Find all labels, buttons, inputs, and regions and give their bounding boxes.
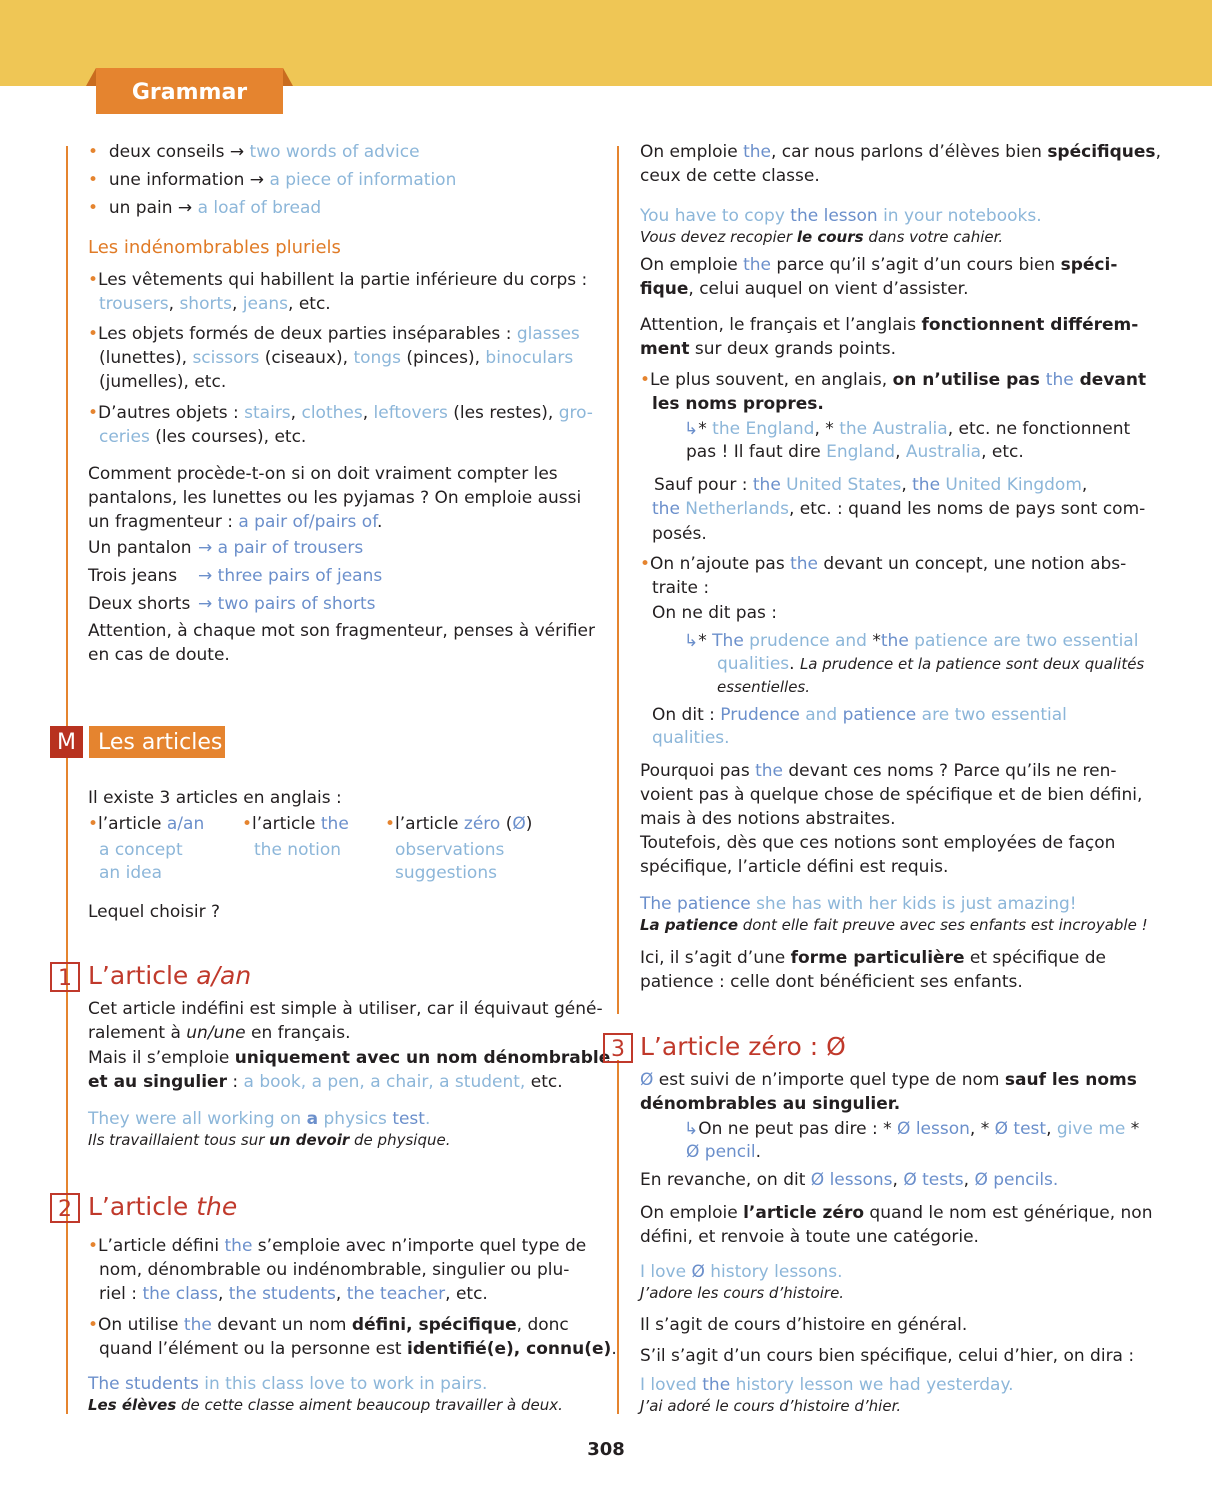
article-option: •l’article the <box>242 814 349 834</box>
article-example: the notion <box>254 840 342 860</box>
paragraph: On dit : Prudence and patience are two essential <box>652 705 1067 725</box>
page-number: 308 <box>587 1439 625 1460</box>
paragraph: Mais il s’emploie uniquement avec un nom dénombrable <box>88 1048 611 1068</box>
paragraph: Il existe 3 articles en anglais : <box>88 788 342 808</box>
section-title: L’article zéro : Ø <box>640 1032 846 1061</box>
paragraph: et au singulier : a book, a pen, a chair, a student, etc. <box>88 1072 563 1092</box>
section-title: L’article the <box>88 1192 238 1221</box>
paragraph: the Netherlands, etc. : quand les noms de pays sont com- <box>652 499 1146 519</box>
translation: J’adore les cours d’histoire. <box>640 1284 845 1302</box>
article-option: •l’article a/an <box>88 814 205 834</box>
example-sentence: The patience she has with her kids is just amazing! <box>640 894 1077 914</box>
right-margin-rule <box>617 146 619 1014</box>
tab-fold-left <box>86 68 96 86</box>
paragraph: posés. <box>652 524 707 544</box>
translation: Vous devez recopier le cours dans votre cahier. <box>640 228 1004 246</box>
paragraph: Ici, il s’agit d’une forme particulière et spécifique de <box>640 948 1106 968</box>
translation: Ils travaillaient tous sur un devoir de physique. <box>88 1131 451 1149</box>
paragraph: Comment procède-t-on si on doit vraiment compter les <box>88 464 558 484</box>
paragraph: fique, celui auquel on vient d’assister. <box>640 279 969 299</box>
example-sentence: They were all working on a physics test. <box>88 1109 431 1129</box>
list-item: •Les objets formés de deux parties inséparables : glasses <box>88 324 580 344</box>
paragraph: Il s’agit de cours d’histoire en général. <box>640 1315 968 1335</box>
example-sentence: You have to copy the lesson in your notebooks. <box>640 206 1042 226</box>
paragraph: Sauf pour : the United States, the United Kingdom, <box>654 475 1088 495</box>
article-option: •l’article zéro (Ø) <box>385 814 533 834</box>
paragraph: S’il s’agit d’un cours bien spécifique, celui d’hier, on dira : <box>640 1346 1135 1366</box>
return-arrow-icon: ↳ <box>684 1119 699 1139</box>
list-item: •Le plus souvent, en anglais, on n’utilise pas the devant <box>640 370 1147 390</box>
section-number: 1 <box>50 962 80 992</box>
section-number: 3 <box>603 1033 633 1063</box>
section-title: L’article a/an <box>88 961 252 990</box>
list-item: •D’autres objets : stairs, clothes, leftovers (les restes), gro- <box>88 403 593 423</box>
list-item-cont: (lunettes), scissors (ciseaux), tongs (pinces), binoculars <box>99 348 574 368</box>
paragraph: Ø est suivi de n’importe quel type de nom sauf les noms <box>640 1070 1137 1090</box>
paragraph: un fragmenteur : a pair of/pairs of. <box>88 512 383 532</box>
paragraph: dénombrables au singulier. <box>640 1094 901 1114</box>
paragraph: pantalons, les lunettes ou les pyjamas ? On emploie aussi <box>88 488 582 508</box>
example-row-answer: → a pair of trousers <box>198 538 364 558</box>
tab-fold-right <box>283 68 293 86</box>
paragraph: On emploie l’article zéro quand le nom est générique, non <box>640 1203 1153 1223</box>
section-title-articles: Les articles <box>89 726 225 758</box>
article-example: observations <box>395 840 505 860</box>
example-sentence: The students in this class love to work in pairs. <box>88 1374 488 1394</box>
return-arrow-icon: ↳ <box>684 419 699 439</box>
paragraph: Toutefois, dès que ces notions sont employées de façon <box>640 833 1116 853</box>
example-sentence: I love Ø history lessons. <box>640 1262 843 1282</box>
section-tab-grammar: Grammar <box>96 68 283 114</box>
return-arrow-icon: ↳ <box>684 631 699 651</box>
paragraph: Attention, le français et l’anglais fonctionnent différem- <box>640 315 1139 335</box>
translation: Les élèves de cette classe aiment beaucoup travailler à deux. <box>88 1396 563 1414</box>
paragraph: patience : celle dont bénéficient ses enfants. <box>640 972 1023 992</box>
example-sentence: I loved the history lesson we had yesterday. <box>640 1375 1014 1395</box>
paragraph: On emploie the parce qu’il s’agit d’un cours bien spéci- <box>640 255 1118 275</box>
article-example: a concept <box>99 840 183 860</box>
paragraph: ceux de cette classe. <box>640 166 820 186</box>
paragraph: ralement à un/une en français. <box>88 1023 351 1043</box>
example-row: Deux shorts <box>88 594 191 614</box>
list-item-cont: nom, dénombrable ou indénombrable, singulier ou plu- <box>99 1260 570 1280</box>
paragraph: voient pas à quelque chose de spécifique et de bien défini, <box>640 785 1143 805</box>
example-note: Ø pencil. <box>686 1142 762 1162</box>
article-example: an idea <box>99 863 162 883</box>
example-note: ↳* The prudence and *the patience are two essential <box>684 631 1139 651</box>
paragraph: Attention, à chaque mot son fragmenteur, penses à vérifier <box>88 621 596 641</box>
article-example: suggestions <box>395 863 497 883</box>
list-item: • deux conseils → two words of advice <box>88 142 420 162</box>
paragraph: En revanche, on dit Ø lessons, Ø tests, Ø pencils. <box>640 1170 1059 1190</box>
paragraph: spécifique, l’article défini est requis. <box>640 857 949 877</box>
list-item-cont: ceries (les courses), etc. <box>99 427 307 447</box>
list-item-cont: trousers, shorts, jeans, etc. <box>99 294 331 314</box>
list-item: • une information → a piece of information <box>88 170 457 190</box>
list-item: •L’article défini the s’emploie avec n’importe quel type de <box>88 1236 587 1256</box>
right-margin-rule-lower <box>617 1060 619 1414</box>
subheading: Les indénombrables pluriels <box>88 237 341 258</box>
paragraph: en cas de doute. <box>88 645 230 665</box>
example-note: essentielles. <box>717 678 811 696</box>
example-row: Un pantalon <box>88 538 192 558</box>
paragraph: Pourquoi pas the devant ces noms ? Parce qu’ils ne ren- <box>640 761 1117 781</box>
list-item-cont: les noms propres. <box>652 394 824 414</box>
list-item-cont: riel : the class, the students, the teacher, etc. <box>99 1284 488 1304</box>
example-note: qualities. La prudence et la patience sont deux qualités <box>717 654 1145 674</box>
list-item: •On utilise the devant un nom défini, spécifique, donc <box>88 1315 569 1335</box>
example-row-answer: → three pairs of jeans <box>198 566 383 586</box>
translation: La patience dont elle fait preuve avec ses enfants est incroyable ! <box>640 916 1148 934</box>
list-item: •On n’ajoute pas the devant un concept, une notion abs- <box>640 554 1127 574</box>
example-row-answer: → two pairs of shorts <box>198 594 376 614</box>
example-note: ↳On ne peut pas dire : * Ø lesson, * Ø test, give me * <box>684 1119 1140 1139</box>
section-letter-badge: M <box>50 726 83 758</box>
translation: J’ai adoré le cours d’histoire d’hier. <box>640 1397 902 1415</box>
paragraph: qualities. <box>652 728 730 748</box>
list-item: • un pain → a loaf of bread <box>88 198 322 218</box>
example-note: pas ! Il faut dire England, Australia, etc. <box>686 442 1024 462</box>
list-item-cont: On ne dit pas : <box>652 603 777 623</box>
list-item-cont: traite : <box>652 578 710 598</box>
paragraph: défini, et renvoie à toute une catégorie. <box>640 1227 979 1247</box>
list-item-cont: quand l’élément ou la personne est identifié(e), connu(e). <box>99 1339 617 1359</box>
paragraph: ment sur deux grands points. <box>640 339 897 359</box>
example-row: Trois jeans <box>88 566 178 586</box>
section-number: 2 <box>50 1193 80 1223</box>
list-item-cont: (jumelles), etc. <box>99 372 227 392</box>
paragraph: Lequel choisir ? <box>88 902 221 922</box>
example-note: ↳* the England, * the Australia, etc. ne fonctionnent <box>684 419 1131 439</box>
paragraph: Cet article indéfini est simple à utiliser, car il équivaut géné- <box>88 999 603 1019</box>
paragraph: On emploie the, car nous parlons d’élèves bien spécifiques, <box>640 142 1161 162</box>
list-item: •Les vêtements qui habillent la partie inférieure du corps : <box>88 270 588 290</box>
paragraph: mais à des notions abstraites. <box>640 809 896 829</box>
